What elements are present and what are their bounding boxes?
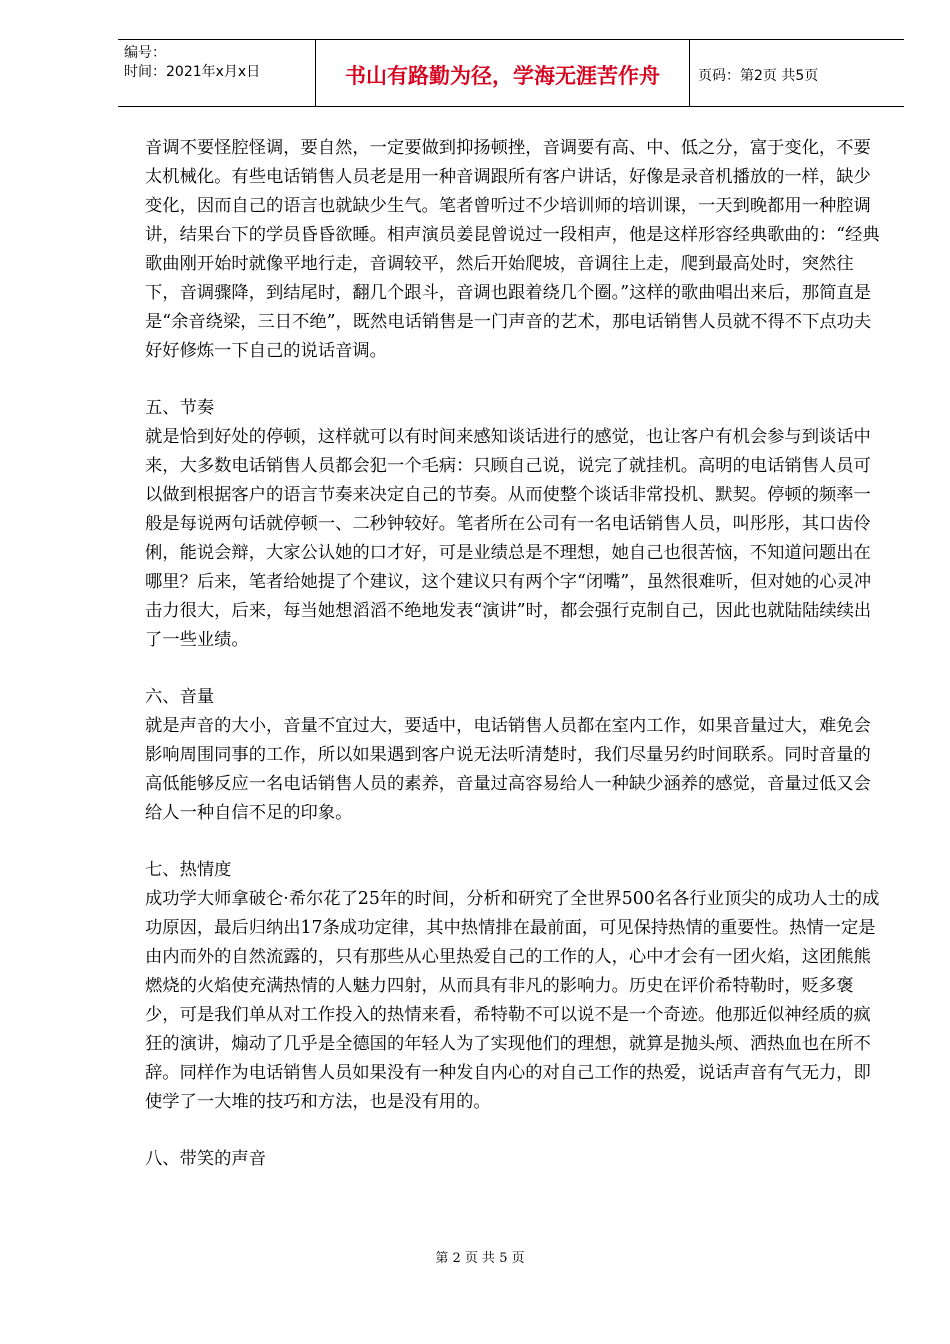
header-page-info: 页码：第2页 共5页 [698, 68, 819, 84]
document-body [145, 134, 885, 1174]
section-heading-smiling-voice: 八、带笑的声音 [145, 1149, 266, 1169]
paragraph-gap [145, 655, 885, 683]
document-number-label: 编号： [124, 45, 166, 61]
paragraph-gap [145, 1117, 885, 1145]
document-time-label: 时间：2021年x月x日 [124, 64, 261, 80]
header-meta [118, 40, 316, 106]
header-motto: 书山有路勤为径，学海无涯苦作舟 [316, 40, 690, 106]
intro-paragraph: 音调不要怪腔怪调，要自然，一定要做到抑扬顿挫，音调要有高、中、低之分，富于变化，不要太机械化。有些电话销售人员老是用一种音调跟所有客户讲话，好像是录音机播放的一样，缺少变化，因而自己的语言也就缺少生气。笔者曾听过不少培训师的培训课，一天到晚都用一种腔调讲，结果台下的学员昏昏欲睡。相声演员姜昆曾说过一段相声，他是这样形容经典歌曲的：“经典歌曲刚开始时就像平地行走，音调较平，然后开始爬坡，音调往上走，爬到最高处时，突然往下，音调骤降，到结尾时，翻几个跟斗，音调也跟着绕几个圈。”这样的歌曲唱出来后，那简直是是“余音绕梁，三日不绝”，既然电话销售是一门声音的艺术，那电话销售人员就不得不下点功夫好好修炼一下自己的说话音调。 [145, 138, 880, 361]
section-paragraph-enthusiasm: 成功学大师拿破仑·希尔花了25年的时间，分析和研究了全世界500名各行业顶尖的成功人士的成功原因，最后归纳出17条成功定律，其中热情排在最前面，可见保持热情的重要性。热情一定是由内而外的自然流露的，只有那些从心里热爱自己的工作的人，心中才会有一团火焰，这团熊熊燃烧的火焰使充满热情的人魅力四射，从而具有非凡的影响力。历史在评价希特勒时，贬多褒少，可是我们单从对工作投入的热情来看，希特勒不可以说不是一个奇迹。他那近似神经质的疯狂的演讲，煽动了几乎是全德国的年轻人为了实现他们的理想，就算是抛头颅、洒热血也在所不辞。同样作为电话销售人员如果没有一种发自内心的对自己工作的热爱，说话声音有气无力，即使学了一大堆的技巧和方法，也是没有用的。 [145, 889, 880, 1112]
section-paragraph-volume: 就是声音的大小，音量不宜过大，要适中，电话销售人员都在室内工作，如果音量过大，难免会影响周围同事的工作，所以如果遇到客户说无法听清楚时，我们尽量另约时间联系。同时音量的高低能够反应一名电话销售人员的素养，音量过高容易给人一种缺少涵养的感觉，音量过低又会给人一种自信不足的印象。 [145, 716, 871, 823]
page-footer: 第 2 页 共 5 页 [435, 1251, 525, 1266]
section-paragraph-rhythm: 就是恰到好处的停顿，这样就可以有时间来感知谈话进行的感觉，也让客户有机会参与到谈话中来，大多数电话销售人员都会犯一个毛病：只顾自己说，说完了就挂机。高明的电话销售人员可以做到根据客户的语言节奏来决定自己的节奏。从而使整个谈话非常投机、默契。停顿的频率一般是每说两句话就停顿一、二秒钟较好。笔者所在公司有一名电话销售人员，叫彤彤，其口齿伶俐，能说会辩，大家公认她的口才好，可是业绩总是不理想，她自己也很苦恼，不知道问题出在哪里？后来，笔者给她提了个建议，这个建议只有两个字“闭嘴”，虽然很难听，但对她的心灵冲击力很大，后来，每当她想滔滔不绝地发表“演讲”时，都会强行克制自己，因此也就陆陆续续出了一些业绩。 [145, 427, 872, 650]
section-heading-volume: 六、音量 [145, 687, 215, 707]
paragraph-gap [145, 828, 885, 856]
section-heading-enthusiasm: 七、热情度 [145, 860, 232, 880]
section-heading-rhythm: 五、节奏 [145, 398, 215, 418]
paragraph-gap [145, 366, 885, 394]
page-header [118, 39, 904, 107]
